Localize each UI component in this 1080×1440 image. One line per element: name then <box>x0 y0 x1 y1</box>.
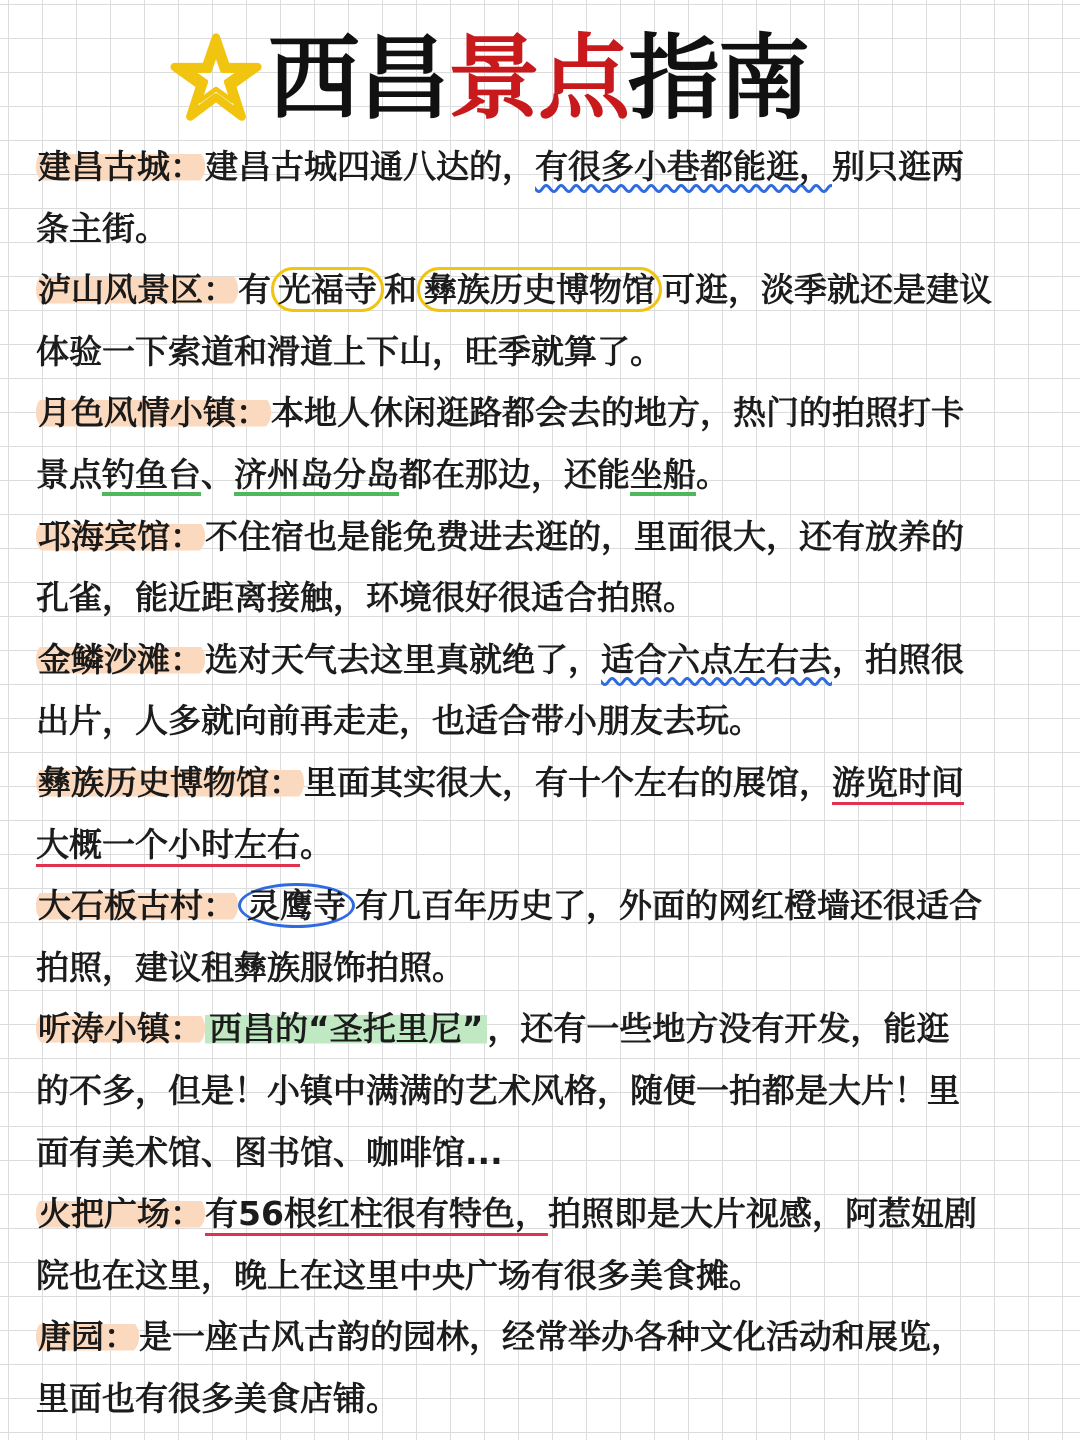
entry-museum-line-1 <box>36 752 1046 814</box>
entry-text: 孔雀，能近距离接触，环境很好很适合拍照。 <box>36 578 696 618</box>
entry-museum-line-2 <box>36 814 1046 876</box>
entry-jianchang-line-1 <box>36 136 1046 198</box>
entry-text: 选对天气去这里真就绝了， <box>205 639 601 679</box>
entry-text: 。 <box>696 454 729 494</box>
entry-huoba-line-1 <box>36 1183 1046 1245</box>
entry-tangyuan-line-1 <box>36 1306 1046 1368</box>
entry-label: 大石板古村： <box>38 886 236 926</box>
entry-text: 本地人休闲逛路都会去的地方，热门的拍照打卡 <box>271 393 964 433</box>
entry-qionghai-line-2 <box>36 567 1046 629</box>
entry-jianchang-line-2 <box>36 198 1046 260</box>
entry-text: 里面其实很大，有十个左右的展馆， <box>304 762 832 802</box>
page-title <box>268 24 808 134</box>
entry-jinlin-line-2 <box>36 690 1046 752</box>
entry-text: 有几百年历史了，外面的网红橙墙还很适合 <box>355 886 982 926</box>
entry-text: 可逛，淡季就还是建议 <box>662 270 992 310</box>
entry-text: 拍照即是大片视感，阿惹妞剧 <box>547 1194 977 1234</box>
entry-dashiban-line-1 <box>36 875 1046 937</box>
entry-text: 和 <box>384 270 417 310</box>
entry-label: 月色风情小镇： <box>38 393 269 433</box>
title-part-jingdian: 景点 <box>448 25 629 132</box>
highlight-underline-green: 济州岛分岛 <box>234 454 399 494</box>
star-doodle-icon <box>170 32 262 124</box>
entry-text: 景点 <box>36 454 102 494</box>
entry-label: 建昌古城： <box>38 147 203 186</box>
highlight-oval-yellow: 光福寺 <box>271 267 384 312</box>
highlight-underline-green: 坐船 <box>630 454 696 494</box>
highlight-wavy-blue: 有很多小巷都能逛， <box>535 147 832 186</box>
entry-text: ，还有一些地方没有开发，能逛 <box>487 1009 950 1049</box>
highlight-fill-green: 西昌的“圣托里尼” <box>205 1009 487 1048</box>
entry-text: 别只逛两 <box>832 147 964 186</box>
entry-jinlin-line-1 <box>36 629 1046 691</box>
entry-tingtao-line-3 <box>36 1122 1046 1184</box>
entry-dashiban-line-2 <box>36 937 1046 999</box>
entry-text: 不住宿也是能免费进去逛的，里面很大，还有放养的 <box>205 516 964 556</box>
title-block <box>0 14 1080 134</box>
entry-tingtao-line-2 <box>36 1060 1046 1122</box>
entry-text: 是一座古风古韵的园林，经常举办各种文化活动和展览， <box>139 1317 964 1357</box>
entry-text: 、 <box>201 454 234 494</box>
entry-label: 泸山风景区： <box>38 270 236 310</box>
entry-text: 里面也有很多美食店铺。 <box>36 1378 399 1418</box>
entry-qionghai-line-1 <box>36 506 1046 568</box>
highlight-underline-red: 游览时间 <box>832 762 964 802</box>
highlight-circle-blue: 灵鹰寺 <box>238 883 355 928</box>
entry-yuese-line-2 <box>36 444 1046 506</box>
highlight-underline-red: 大概一个小时左右 <box>36 824 300 864</box>
entry-text: 院也在这里，晚上在这里中央广场有很多美食摊。 <box>36 1255 762 1295</box>
entry-text: 都在那边，还能 <box>399 454 630 494</box>
title-part-zhinan: 指南 <box>628 25 809 132</box>
entry-huoba-line-2 <box>36 1245 1046 1307</box>
entry-tangyuan-line-2 <box>36 1368 1046 1430</box>
entry-text: 面有美术馆、图书馆、咖啡馆... <box>36 1132 503 1172</box>
entry-text: 。 <box>300 824 333 864</box>
entry-text: 有 <box>238 270 271 310</box>
highlight-underline-green: 钓鱼台 <box>102 454 201 494</box>
entry-label: 邛海宾馆： <box>38 516 203 556</box>
entry-label: 金鳞沙滩： <box>38 639 203 679</box>
entry-text: 拍照，建议租彝族服饰拍照。 <box>36 947 465 987</box>
entry-lushan-line-2 <box>36 321 1046 383</box>
entry-text: 出片，人多就向前再走走，也适合带小朋友去玩。 <box>36 701 762 741</box>
highlight-wavy-blue: 适合六点左右去 <box>601 639 832 679</box>
entry-label: 听涛小镇： <box>38 1009 203 1049</box>
entry-text: 建昌古城四通八达的， <box>205 147 535 186</box>
entry-yuese-line-1 <box>36 382 1046 444</box>
entry-label: 火把广场： <box>38 1194 203 1234</box>
entry-lushan-line-1 <box>36 259 1046 321</box>
highlight-oval-yellow: 彝族历史博物馆 <box>417 267 662 312</box>
entry-text: ，拍照很 <box>832 639 964 679</box>
entry-text: 体验一下索道和滑道上下山，旺季就算了。 <box>36 331 663 371</box>
entry-text: 的不多，但是！小镇中满满的艺术风格，随便一拍都是大片！里 <box>36 1070 960 1110</box>
entry-label: 彝族历史博物馆： <box>38 762 302 802</box>
highlight-underline-red: 有56根红柱很有特色， <box>205 1194 548 1234</box>
entry-label: 唐园： <box>38 1317 137 1357</box>
entry-tingtao-line-1 <box>36 998 1046 1060</box>
title-part-xichang: 西昌 <box>268 25 449 132</box>
guide-content <box>36 136 1046 1429</box>
entry-text: 条主街。 <box>36 208 168 248</box>
